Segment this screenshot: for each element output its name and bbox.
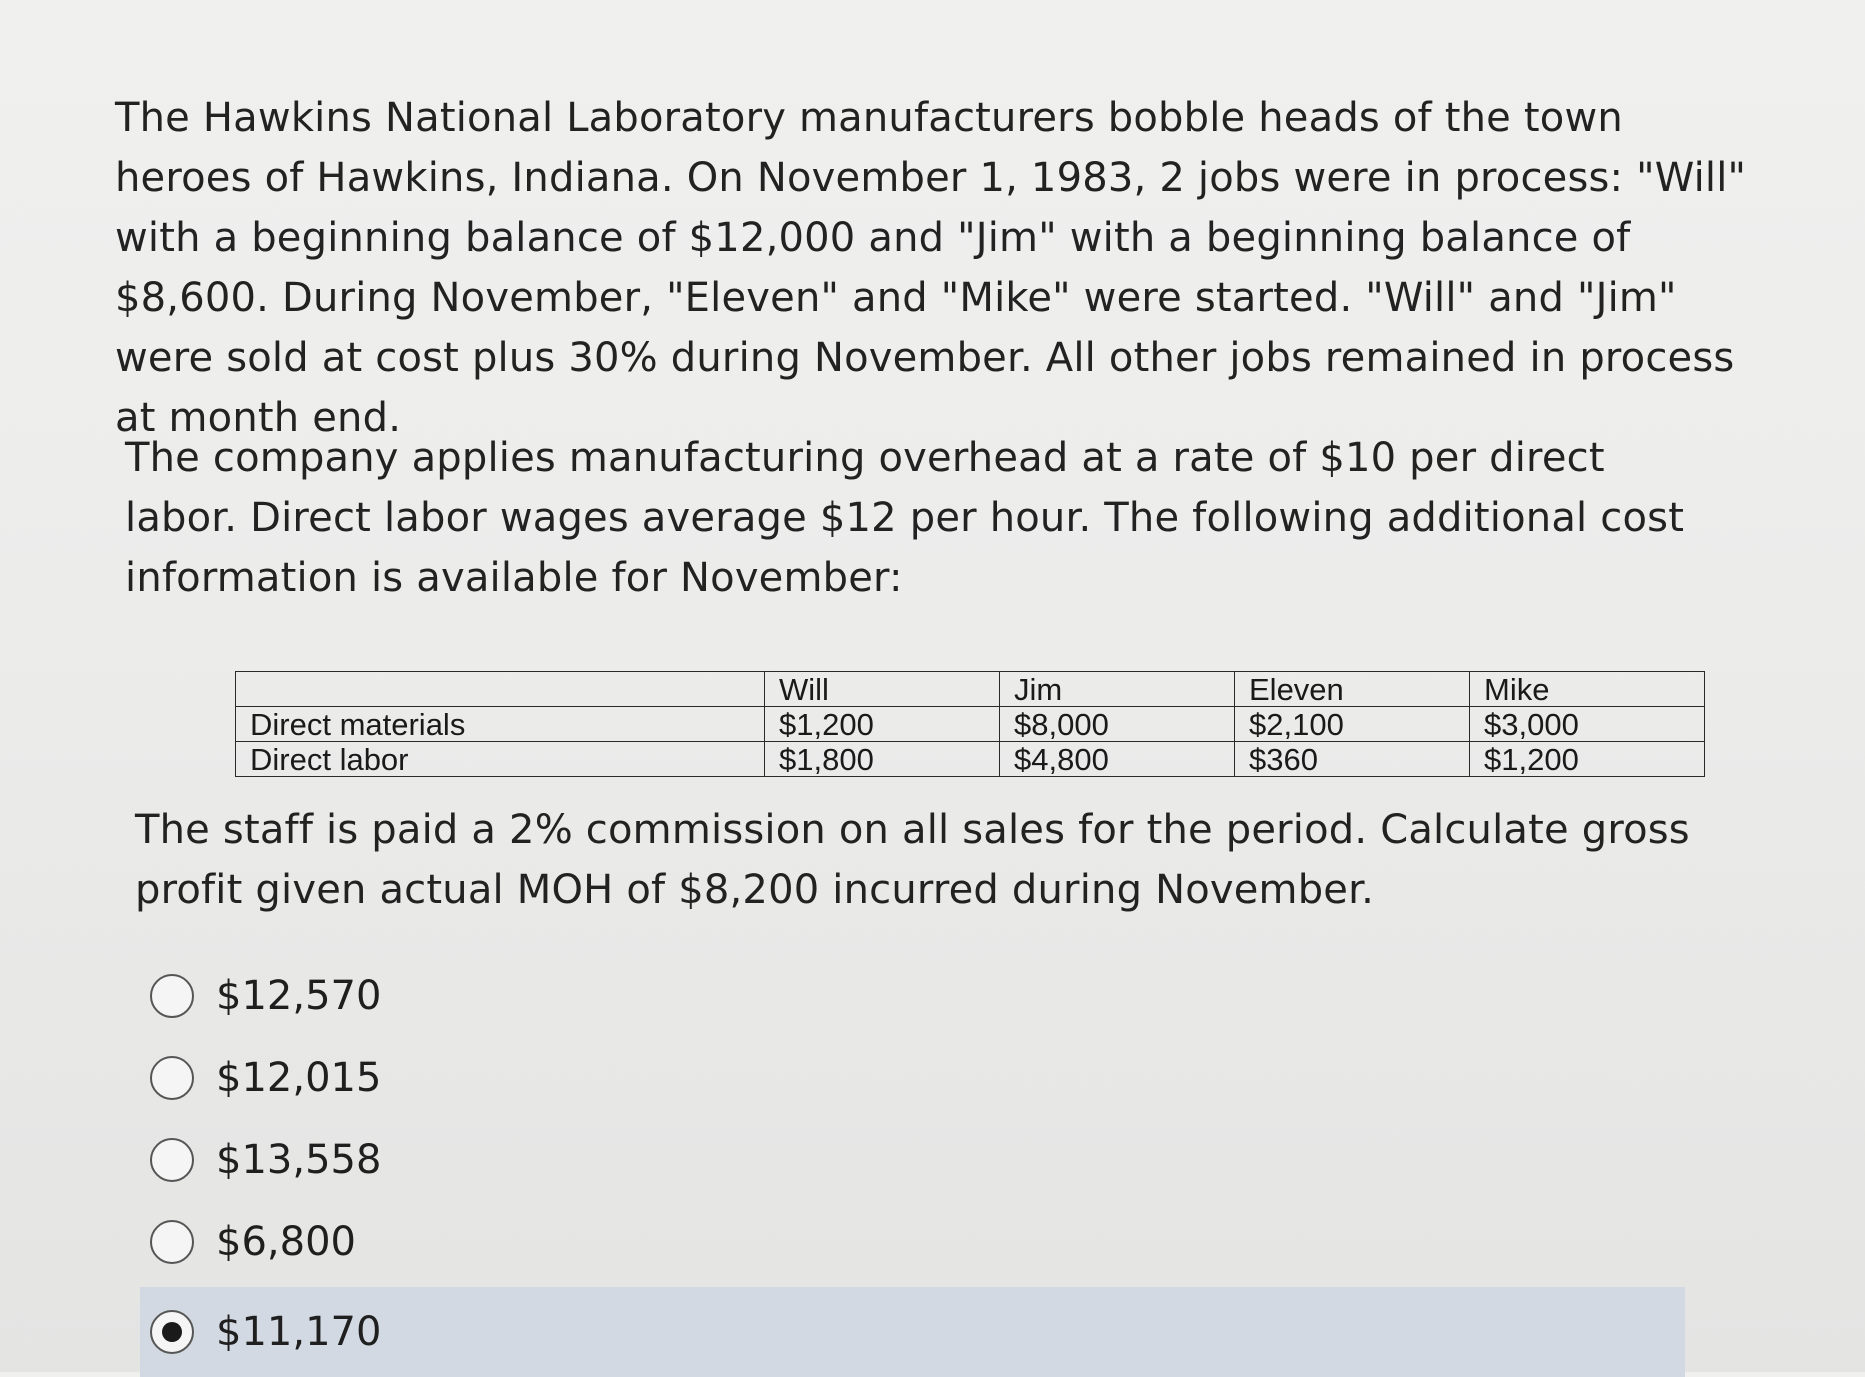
table-header-eleven: Eleven: [1235, 672, 1470, 707]
row-label: Direct labor: [236, 742, 765, 777]
answer-option-label: $11,170: [216, 1309, 382, 1355]
question-paragraph-prompt: The staff is paid a 2% commission on all sales for the period. Calculate gross profit given actual MOH of $8,200 incurred during November.: [135, 807, 1690, 913]
answer-option-5-selected[interactable]: [140, 1287, 1685, 1377]
table-header-jim: Jim: [1000, 672, 1235, 707]
answer-option-1[interactable]: [140, 955, 1685, 1037]
table-cell: $1,800: [765, 742, 1000, 777]
answer-option-label: $12,015: [216, 1055, 382, 1101]
table-cell: $3,000: [1470, 707, 1705, 742]
radio-button[interactable]: [150, 1220, 194, 1264]
answer-option-label: $6,800: [216, 1219, 356, 1265]
table-row-direct-labor: [236, 742, 1705, 777]
table-cell: $4,800: [1000, 742, 1235, 777]
table-header-row: [236, 672, 1705, 707]
answer-options: [140, 955, 1685, 1377]
table-cell: $2,100: [1235, 707, 1470, 742]
table-cell: $1,200: [1470, 742, 1705, 777]
answer-option-3[interactable]: [140, 1119, 1685, 1201]
radio-button[interactable]: [150, 1138, 194, 1182]
question-paragraph-intro: The Hawkins National Laboratory manufacturers bobble heads of the town heroes of Hawkins, Indiana. On November 1, 1983, 2 jobs were in process: "Will" with a beginning balance of $12,000 and "Jim" with a beginning balance of $8,600. During November, "Eleven" and "Mike" were started. "Will" and "Jim" were sold at cost plus 30% during November. All other jobs remained in process at month end.: [115, 95, 1747, 441]
answer-option-4[interactable]: [140, 1201, 1685, 1283]
cost-table: [235, 671, 1705, 777]
answer-option-label: $13,558: [216, 1137, 382, 1183]
row-label: Direct materials: [236, 707, 765, 742]
table-header-mike: Mike: [1470, 672, 1705, 707]
table-cell: $8,000: [1000, 707, 1235, 742]
table-cell: $1,200: [765, 707, 1000, 742]
answer-option-2[interactable]: [140, 1037, 1685, 1119]
answer-option-label: $12,570: [216, 973, 382, 1019]
radio-button[interactable]: [150, 1056, 194, 1100]
radio-button-selected[interactable]: [150, 1310, 194, 1354]
question-paragraph-overhead: The company applies manufacturing overhead at a rate of $10 per direct labor. Direct labor wages average $12 per hour. The following additional cost information is available for November:: [125, 435, 1685, 601]
table-header-will: Will: [765, 672, 1000, 707]
table-row-direct-materials: [236, 707, 1705, 742]
radio-button[interactable]: [150, 974, 194, 1018]
table-header-blank: [236, 672, 765, 707]
table-cell: $360: [1235, 742, 1470, 777]
